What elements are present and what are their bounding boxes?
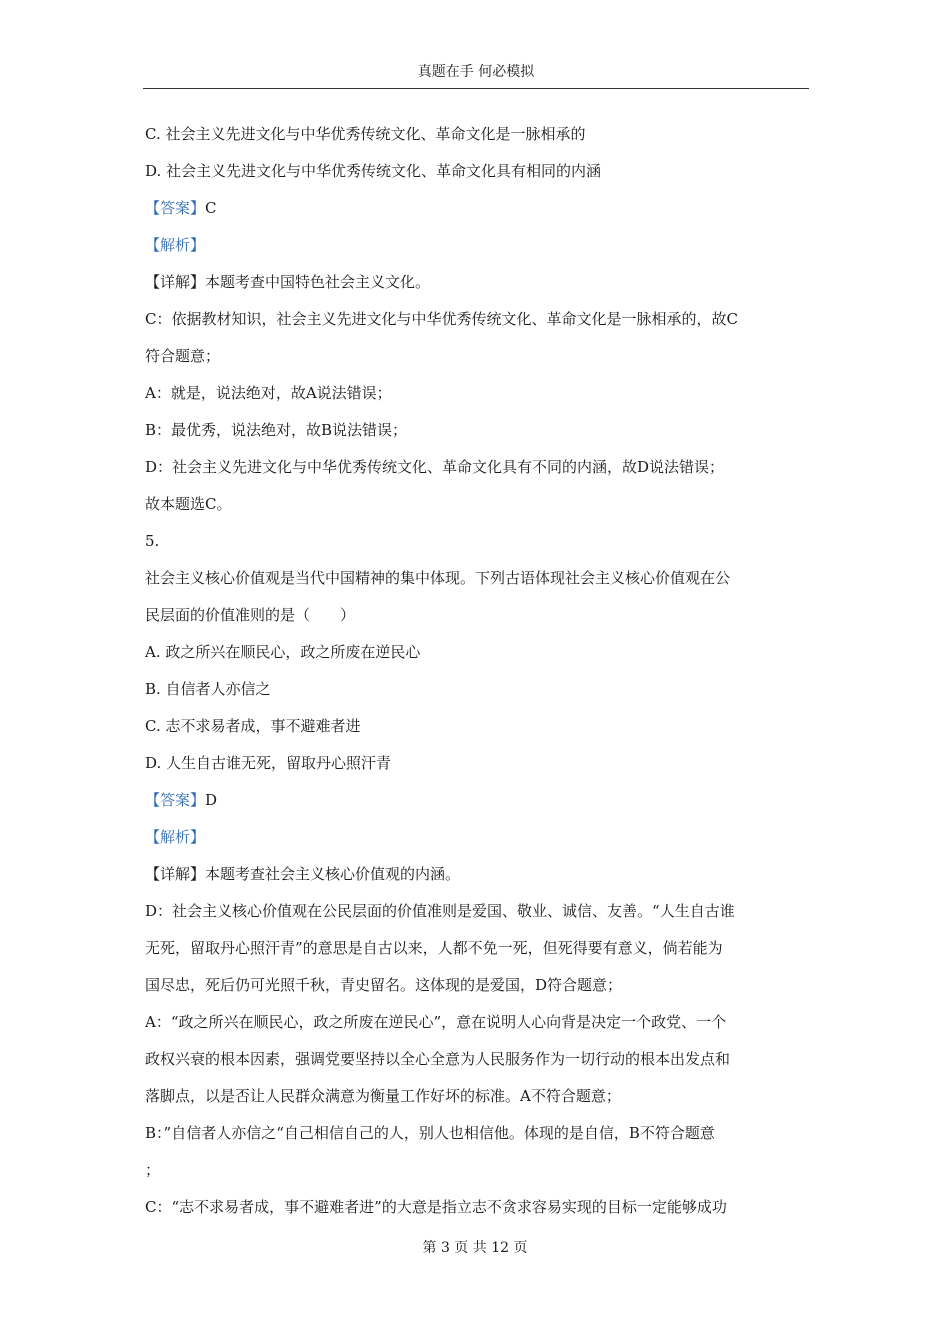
document-body (145, 116, 810, 1226)
text-line (145, 1041, 810, 1078)
line-text: B：最优秀，说法绝对，故B说法错误； (145, 421, 408, 439)
section-tag: 【解析】 (145, 828, 206, 846)
text-line (145, 967, 810, 1004)
text-line (145, 153, 810, 190)
header-divider (143, 88, 809, 89)
text-line (145, 597, 810, 634)
page-header: 真题在手 何必模拟 (417, 64, 535, 80)
line-text: 符合题意； (145, 347, 221, 365)
line-text: 5. (145, 532, 160, 550)
line-text: 无死，留取丹心照汗青”的意思是自古以来，人都不免一死，但死得要有意义，倘若能为 (145, 939, 723, 957)
line-text: D. 社会主义先进文化与中华优秀传统文化、革命文化具有相同的内涵 (145, 162, 602, 180)
line-text: A. 政之所兴在顺民心，政之所废在逆民心 (145, 643, 421, 661)
text-line (145, 930, 810, 967)
line-text: 政权兴衰的根本因素，强调党要坚持以全心全意为人民服务作为一切行动的根本出发点和 (145, 1050, 731, 1068)
text-line (145, 819, 810, 856)
text-line (145, 634, 810, 671)
text-line (145, 708, 810, 745)
text-line (145, 116, 810, 153)
text-line (145, 1004, 810, 1041)
line-text: 【详解】本题考查社会主义核心价值观的内涵。 (145, 865, 461, 883)
line-text: 【详解】本题考查中国特色社会主义文化。 (145, 273, 431, 291)
text-line (145, 190, 810, 227)
text-line (145, 560, 810, 597)
section-tag: 【答案】 (145, 791, 206, 809)
line-text: B：”自信者人亦信之“自己相信自己的人，别人也相信他。体现的是自信，B不符合题意 (145, 1124, 715, 1142)
text-line (145, 523, 810, 560)
section-tag: 【解析】 (145, 236, 206, 254)
line-text: 民层面的价值准则的是（ ） (145, 606, 356, 624)
line-text: C：依据教材知识，社会主义先进文化与中华优秀传统文化、革命文化是一脉相承的，故C (145, 310, 738, 328)
line-text: C. 社会主义先进文化与中华优秀传统文化、革命文化是一脉相承的 (145, 125, 586, 143)
page-number: 第 3 页 共 12 页 (422, 1240, 528, 1256)
text-line (145, 486, 810, 523)
text-line (145, 338, 810, 375)
line-text: C. 志不求易者成，事不避难者进 (145, 717, 361, 735)
line-text: A：就是，说法绝对，故A说法错误； (145, 384, 392, 402)
text-line (145, 671, 810, 708)
text-line (145, 893, 810, 930)
line-text: C：“志不求易者成，事不避难者进”的大意是指立志不贪求容易实现的目标一定能够成功 (145, 1198, 727, 1216)
section-tag: 【答案】 (145, 199, 206, 217)
line-text: 故本题选C。 (145, 495, 232, 513)
text-line (145, 301, 810, 338)
line-text: 社会主义核心价值观是当代中国精神的集中体现。下列古语体现社会主义核心价值观在公 (145, 569, 731, 587)
text-line (145, 264, 810, 301)
line-text: 落脚点，以是否让人民群众满意为衡量工作好坏的标准。A不符合题意； (145, 1087, 621, 1105)
text-line (145, 449, 810, 486)
text-line (145, 1189, 810, 1226)
line-text: D：社会主义先进文化与中华优秀传统文化、革命文化具有不同的内涵，故D说法错误； (145, 458, 725, 476)
text-line (145, 227, 810, 264)
line-text: 国尽忠，死后仍可光照千秋，青史留名。这体现的是爱国，D符合题意； (145, 976, 623, 994)
line-text: ； (145, 1161, 161, 1179)
text-line (145, 745, 810, 782)
text-line (145, 856, 810, 893)
text-line (145, 1115, 810, 1152)
line-text: A：“政之所兴在顺民心，政之所废在逆民心”，意在说明人心向背是决定一个政党、一个 (145, 1013, 727, 1031)
text-line (145, 375, 810, 412)
text-line (145, 1152, 810, 1189)
line-text: D (205, 791, 218, 809)
line-text: C (205, 199, 217, 217)
text-line (145, 1078, 810, 1115)
text-line (145, 412, 810, 449)
line-text: D. 人生自古谁无死，留取丹心照汗青 (145, 754, 392, 772)
text-line (145, 782, 810, 819)
line-text: B. 自信者人亦信之 (145, 680, 271, 698)
line-text: D：社会主义核心价值观在公民层面的价值准则是爱国、敬业、诚信、友善。“人生自古谁 (145, 902, 735, 920)
